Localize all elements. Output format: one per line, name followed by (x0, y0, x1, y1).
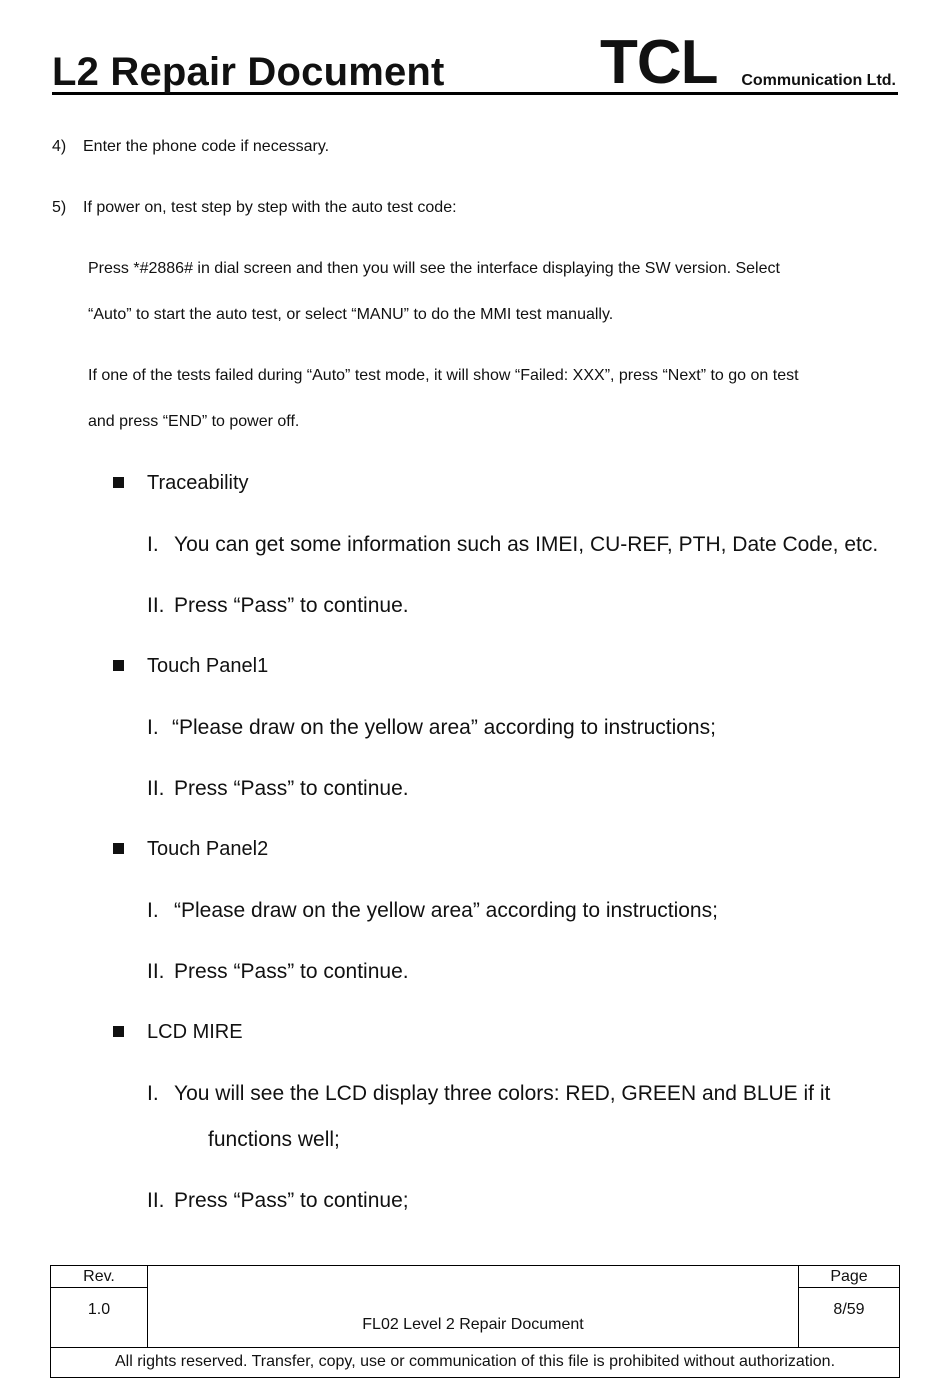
paragraph-2-line-2: and press “END” to power off. (88, 413, 300, 430)
page-cell (798, 1266, 899, 1347)
test-4-item-1-continuation: functions well; (208, 1128, 340, 1151)
paragraph-2-line-1: If one of the tests failed during “Auto” test mode, it will show “Failed: XXX”, press “Next” to go on test (88, 367, 799, 384)
step-4-number: 4) (52, 138, 67, 155)
square-bullet-icon (113, 660, 124, 671)
test-title-touch-panel-1: Touch Panel1 (147, 655, 269, 677)
document-title: L2 Repair Document (52, 50, 445, 94)
test-1-item-1-number: I. (147, 533, 159, 556)
test-2-item-2-number: II. (147, 777, 165, 800)
page-number: 8/59 (833, 1301, 865, 1318)
square-bullet-icon (113, 843, 124, 854)
page-header (52, 28, 898, 97)
test-4-item-2-number: II. (147, 1189, 165, 1212)
test-4-item-1-text: You will see the LCD display three colors: RED, GREEN and BLUE if it (174, 1082, 831, 1105)
square-bullet-icon (113, 477, 124, 488)
rev-label: Rev. (51, 1266, 147, 1288)
copyright-notice: All rights reserved. Transfer, copy, use or communication of this file is prohibited without authorization. (51, 1347, 899, 1377)
test-3-item-2-number: II. (147, 960, 165, 983)
test-2-item-2-text: Press “Pass” to continue. (174, 777, 409, 800)
test-title-touch-panel-2: Touch Panel2 (147, 838, 269, 860)
test-3-item-2-text: Press “Pass” to continue. (174, 960, 409, 983)
rev-cell (51, 1266, 148, 1347)
test-2-item-1-number: I. (147, 716, 159, 739)
test-3-item-1-text: “Please draw on the yellow area” according to instructions; (174, 899, 718, 922)
rev-value: 1.0 (87, 1301, 111, 1318)
company-name: Communication Ltd. (741, 72, 896, 89)
step-5-number: 5) (52, 199, 67, 216)
step-4-text: Enter the phone code if necessary. (83, 138, 330, 155)
test-2-item-1-text: “Please draw on the yellow area” according to instructions; (172, 716, 716, 739)
page-label: Page (799, 1266, 899, 1288)
paragraph-1-line-1: Press *#2886# in dial screen and then you will see the interface displaying the SW version. Select (88, 260, 780, 277)
paragraph-1-line-2: “Auto” to start the auto test, or select “MANU” to do the MMI test manually. (88, 306, 614, 323)
test-4-item-1-number: I. (147, 1082, 159, 1105)
document-name: FL02 Level 2 Repair Document (362, 1316, 584, 1333)
test-1-item-2-number: II. (147, 594, 165, 617)
test-1-item-2-text: Press “Pass” to continue. (174, 594, 409, 617)
test-4-item-2-text: Press “Pass” to continue; (174, 1189, 409, 1212)
square-bullet-icon (113, 1026, 124, 1037)
step-5-text: If power on, test step by step with the auto test code: (83, 199, 457, 216)
test-3-item-1-number: I. (147, 899, 159, 922)
footer-table (50, 1265, 900, 1378)
test-title-lcd-mire: LCD MIRE (147, 1021, 243, 1043)
test-1-item-1-text: You can get some information such as IMEI, CU-REF, PTH, Date Code, etc. (174, 533, 879, 556)
test-title-traceability: Traceability (147, 472, 249, 494)
tcl-logo: TCL (600, 28, 718, 97)
